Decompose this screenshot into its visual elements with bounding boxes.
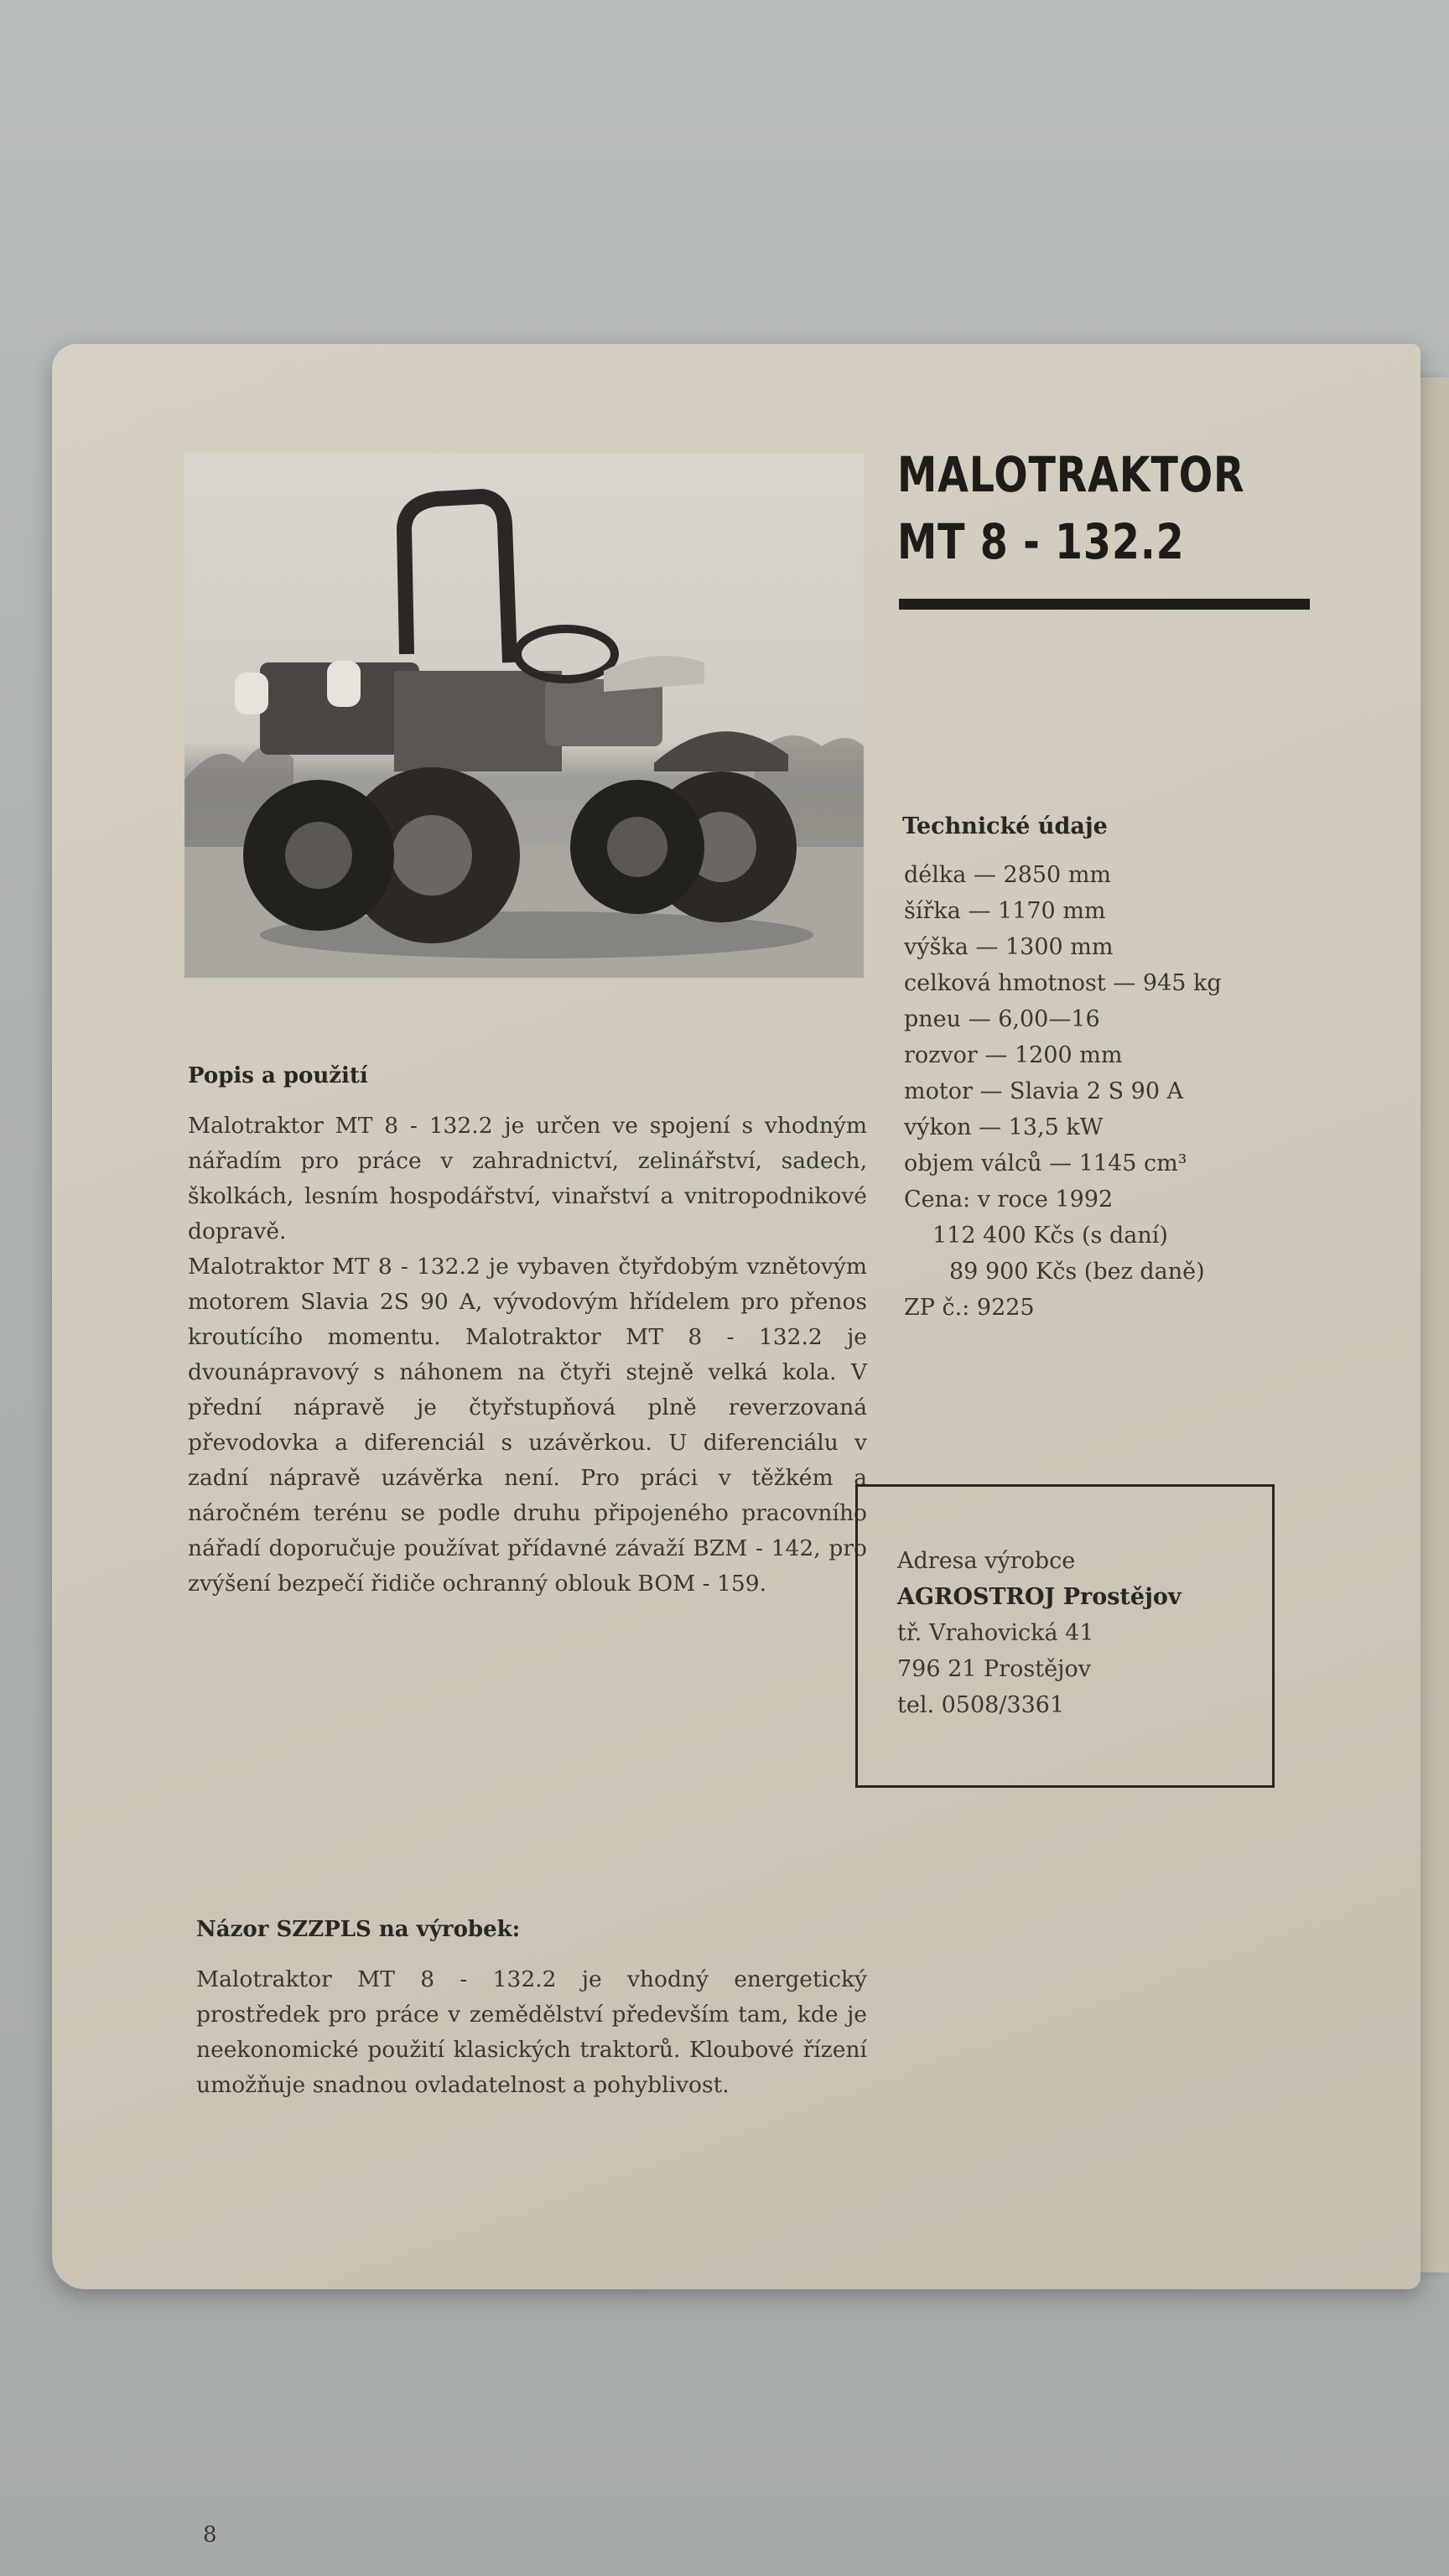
- tractor-icon: [184, 453, 864, 978]
- description-heading: Popis a použití: [188, 1063, 368, 1088]
- spec-item: Cena: v roce 1992: [904, 1187, 1114, 1213]
- description-paragraph-2: Malotraktor MT 8 - 132.2 je vybaven čtyřdobým vznětovým motorem Slavia 2S 90 A, vývodovým hřídelem pro přenos kroutícího momentu. Malotraktor MT 8 - 132.2 je dvounápravový s náhonem na čtyři stejně velká kola. V přední nápravě je čtyřstupňová plně reverzovaná převodovka a diferenciál s uzávěrkou. U diferenciálu v zadní nápravě uzávěrka není. Pro práci v těžkém a náročném terénu se podle druhu připojeného pracovního nářadí doporučuje používat přídavné závaží BZM - 142, pro zvýšení bezpečí řidiče ochranný oblouk BOM - 159.: [188, 1254, 867, 1597]
- spec-item: 112 400 Kčs (s daní): [932, 1223, 1168, 1249]
- spec-item: výška — 1300 mm: [904, 934, 1114, 960]
- opinion-paragraph: Malotraktor MT 8 - 132.2 je vhodný energetický prostředek pro práce v zemědělství především tam, kde je neekonomické použití klasických traktorů. Kloubové řízení umožňuje snadnou ovladatelnost a pohyblivost.: [196, 1966, 867, 2098]
- specs-heading: Technické údaje: [902, 813, 1108, 839]
- spec-item: ZP č.: 9225: [904, 1295, 1035, 1321]
- address-phone: tel. 0508/3361: [897, 1692, 1065, 1718]
- spec-item: rozvor — 1200 mm: [904, 1042, 1123, 1068]
- product-title: [897, 441, 1244, 575]
- spec-item: motor — Slavia 2 S 90 A: [904, 1078, 1184, 1104]
- address-company: AGROSTROJ Prostějov: [897, 1584, 1182, 1610]
- title-line-1: MALOTRAKTOR: [897, 446, 1245, 503]
- spec-item: 89 900 Kčs (bez daně): [949, 1259, 1205, 1285]
- specs-list: [904, 857, 1374, 1326]
- spec-item: šířka — 1170 mm: [904, 898, 1106, 924]
- tractor-photo: [184, 453, 864, 978]
- address-city: 796 21 Prostějov: [897, 1656, 1091, 1682]
- opinion-heading: Názor SZZPLS na výrobek:: [196, 1917, 521, 1942]
- description-paragraph-1: Malotraktor MT 8 - 132.2 je určen ve spojení s vhodným nářadím pro práce v zahradnictví, zelinářství, sadech, školkách, lesním hospodářství, vinařství a vnitropodnikové dopravě.: [188, 1113, 867, 1244]
- title-divider: [899, 599, 1310, 610]
- title-line-2: MT 8 - 132.2: [897, 513, 1185, 570]
- page-number: 8: [203, 2522, 217, 2547]
- address-street: tř. Vrahovická 41: [897, 1620, 1094, 1646]
- address-label: Adresa výrobce: [897, 1548, 1076, 1574]
- spec-item: objem válců — 1145 cm³: [904, 1150, 1187, 1176]
- manufacturer-address: [897, 1543, 1182, 1723]
- brochure-page: [52, 344, 1420, 2547]
- spec-item: pneu — 6,00—16: [904, 1006, 1100, 1032]
- spec-item: délka — 2850 mm: [904, 862, 1112, 888]
- spec-item: celková hmotnost — 945 kg: [904, 970, 1222, 996]
- spec-item: výkon — 13,5 kW: [904, 1114, 1104, 1140]
